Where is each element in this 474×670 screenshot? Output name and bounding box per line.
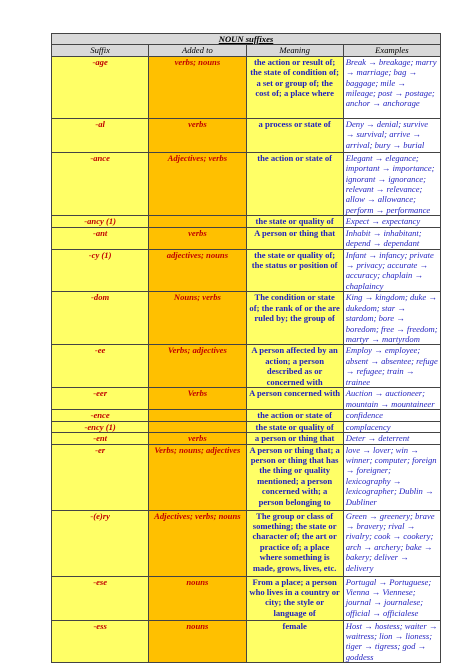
- examples-cell: Deny → denial; survive → survival; arrive → arrival; bury → burial: [343, 118, 440, 152]
- header-meaning: Meaning: [246, 45, 343, 56]
- added-to-cell: Verbs; nouns; adjectives: [149, 444, 246, 510]
- examples-cell: Employ → employee; absent → absentee; refuge → refugee; train → trainee: [343, 345, 440, 388]
- table-row: [52, 433, 441, 444]
- noun-suffix-table: [51, 33, 441, 663]
- table-body: [52, 56, 441, 662]
- header-examples: Examples: [343, 45, 440, 56]
- examples-cell: Deter → deterrent: [343, 433, 440, 444]
- meaning-cell: A person concerned with: [246, 388, 343, 410]
- table-row: [52, 216, 441, 227]
- suffix-cell: -ess: [52, 620, 149, 663]
- header-suffix: Suffix: [52, 45, 149, 56]
- added-to-cell: Adjectives; verbs; nouns: [149, 510, 246, 576]
- added-to-cell: adjectives; nouns: [149, 249, 246, 292]
- suffix-cell: -cy (1): [52, 249, 149, 292]
- meaning-cell: a person or thing that: [246, 433, 343, 444]
- table-row: [52, 388, 441, 410]
- added-to-cell: verbs: [149, 118, 246, 152]
- examples-cell: love → lover; win → winner; computer; foreign → foreigner; lexicography → lexicographer; Dublin → Dubliner: [343, 444, 440, 510]
- examples-cell: Auction → auctioneer; mountain → mountaineer: [343, 388, 440, 410]
- table-row: [52, 444, 441, 510]
- suffix-cell: -dom: [52, 292, 149, 345]
- table-row: [52, 510, 441, 576]
- table-row: [52, 292, 441, 345]
- examples-cell: Expect → expectancy: [343, 216, 440, 227]
- suffix-cell: -age: [52, 56, 149, 118]
- table-row: [52, 576, 441, 620]
- meaning-cell: A person or thing that: [246, 227, 343, 249]
- table-row: [52, 620, 441, 663]
- table-row: [52, 410, 441, 421]
- meaning-cell: The condition or state of; the rank of or the are ruled by; the group of: [246, 292, 343, 345]
- examples-cell: Host → hostess; waiter → waitress; lion → lioness; tiger → tigress; god → goddess: [343, 620, 440, 663]
- table-row: [52, 152, 441, 215]
- added-to-cell: Adjectives; verbs: [149, 152, 246, 215]
- meaning-cell: female: [246, 620, 343, 663]
- added-to-cell: verbs; nouns: [149, 56, 246, 118]
- meaning-cell: the action or state of: [246, 152, 343, 215]
- added-to-cell: Verbs: [149, 388, 246, 410]
- suffix-cell: -ant: [52, 227, 149, 249]
- examples-cell: complacency: [343, 421, 440, 432]
- noun-suffixes-sheet: [51, 33, 441, 663]
- added-to-cell: nouns: [149, 620, 246, 663]
- table-title: NOUN suffixes: [52, 34, 441, 45]
- meaning-cell: the state or quality of; the status or position of: [246, 249, 343, 292]
- table-row: [52, 56, 441, 118]
- suffix-cell: -ee: [52, 345, 149, 388]
- meaning-cell: the action or state of: [246, 410, 343, 421]
- meaning-cell: A person or thing that; a person or thing that has the thing or quality mentioned; a person concerned with; a person belonging to: [246, 444, 343, 510]
- suffix-cell: -eer: [52, 388, 149, 410]
- table-row: [52, 249, 441, 292]
- table-row: [52, 345, 441, 388]
- added-to-cell: Verbs; adjectives: [149, 345, 246, 388]
- header-added-to: Added to: [149, 45, 246, 56]
- table-row: [52, 421, 441, 432]
- suffix-cell: -ence: [52, 410, 149, 421]
- table-row: [52, 227, 441, 249]
- suffix-cell: -(e)ry: [52, 510, 149, 576]
- examples-cell: Infant → infancy; private → privacy; accurate → accuracy; chaplain → chaplaincy: [343, 249, 440, 292]
- meaning-cell: a process or state of: [246, 118, 343, 152]
- added-to-cell: nouns: [149, 576, 246, 620]
- suffix-cell: -ese: [52, 576, 149, 620]
- added-to-cell: [149, 421, 246, 432]
- meaning-cell: the state or quality of: [246, 216, 343, 227]
- added-to-cell: verbs: [149, 227, 246, 249]
- meaning-cell: the action or result of; the state of condition of; a set or group of; the cost of; a place where: [246, 56, 343, 118]
- examples-cell: Inhabit → inhabitant; depend → dependant: [343, 227, 440, 249]
- added-to-cell: Nouns; verbs: [149, 292, 246, 345]
- examples-cell: Portugal → Portuguese; Vienna → Viennese; journal → journalese; official → officialese: [343, 576, 440, 620]
- meaning-cell: A person affected by an action; a person described as or concerned with: [246, 345, 343, 388]
- suffix-cell: -ency (1): [52, 421, 149, 432]
- suffix-cell: -ancy (1): [52, 216, 149, 227]
- added-to-cell: verbs: [149, 433, 246, 444]
- suffix-cell: -ent: [52, 433, 149, 444]
- meaning-cell: From a place; a person who lives in a country or city; the style or language of: [246, 576, 343, 620]
- examples-cell: Elegant → elegance; important → importance; ignorant → ignorance; relevant → relevance; allow → allowance; perform → performance: [343, 152, 440, 215]
- suffix-cell: -ance: [52, 152, 149, 215]
- table-row: [52, 118, 441, 152]
- examples-cell: Green → greenery; brave → bravery; rival → rivalry; cook → cookery; arch → archery; bake → bakery; deliver → delivery: [343, 510, 440, 576]
- suffix-cell: -er: [52, 444, 149, 510]
- examples-cell: Break → breakage; marry → marriage; bag → baggage; mile → mileage; post → postage; anchor → anchorage: [343, 56, 440, 118]
- added-to-cell: [149, 216, 246, 227]
- examples-cell: King → kingdom; duke → dukedom; star → stardom; bore → boredom; free → freedom; martyr → martyrdom: [343, 292, 440, 345]
- examples-cell: confidence: [343, 410, 440, 421]
- added-to-cell: [149, 410, 246, 421]
- meaning-cell: the state or quality of: [246, 421, 343, 432]
- meaning-cell: The group or class of something; the state or character of; the art or practice of; a place where something is made, grows, lives, etc.: [246, 510, 343, 576]
- suffix-cell: -al: [52, 118, 149, 152]
